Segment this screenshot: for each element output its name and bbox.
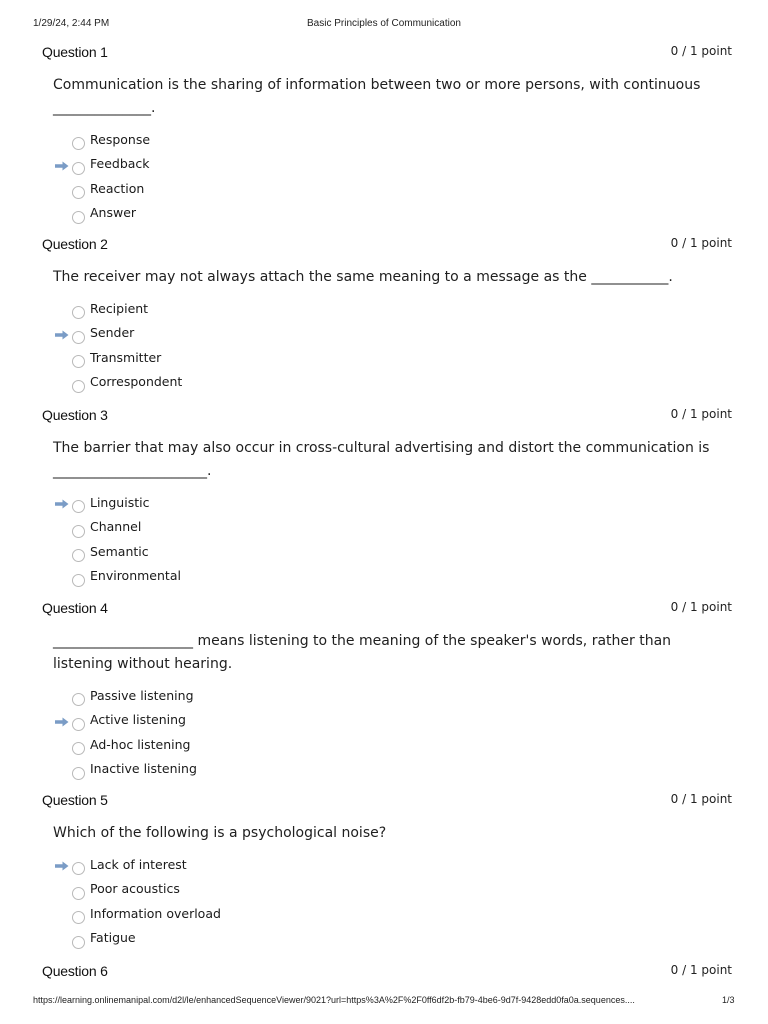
option-label: Lack of interest xyxy=(90,856,187,872)
option-label: Environmental xyxy=(90,568,181,584)
answer-option xyxy=(42,928,732,953)
option-label: Inactive listening xyxy=(90,761,197,777)
marker-slot xyxy=(42,933,72,947)
answer-option xyxy=(42,154,732,179)
document-title: Basic Principles of Communication xyxy=(307,18,461,29)
answer-options xyxy=(42,492,732,590)
option-label: Linguistic xyxy=(90,494,150,510)
option-label: Answer xyxy=(90,205,137,221)
option-label: Correspondent xyxy=(90,374,183,390)
option-label: Fatigue xyxy=(90,930,136,946)
marker-slot xyxy=(42,159,72,173)
radio-circle-icon xyxy=(72,742,85,755)
radio-circle-icon xyxy=(72,186,85,199)
marker-slot xyxy=(42,546,72,560)
marker-slot xyxy=(42,715,72,729)
question-title: Question 6 xyxy=(42,963,108,979)
answer-option xyxy=(42,492,732,517)
question-score: 0 / 1 point xyxy=(670,963,732,977)
arrow-right-icon xyxy=(55,330,69,340)
option-label: Semantic xyxy=(90,543,149,559)
radio-circle-icon xyxy=(72,355,85,368)
question-6 xyxy=(42,963,732,983)
question-text: The barrier that may also occur in cross-cultural advertising and distort the communication is ______________________. xyxy=(53,440,710,479)
answer-options xyxy=(42,685,732,783)
question-header xyxy=(42,600,732,620)
radio-circle-icon xyxy=(72,211,85,224)
answer-option xyxy=(42,347,732,372)
radio-circle-icon xyxy=(72,574,85,587)
question-text: Communication is the sharing of information between two or more persons, with continuous ______________. xyxy=(53,77,701,116)
question-title: Question 1 xyxy=(42,44,108,60)
answer-option xyxy=(42,372,732,397)
radio-circle-icon xyxy=(72,331,85,344)
print-header xyxy=(0,18,768,32)
radio-circle-icon xyxy=(72,767,85,780)
answer-option xyxy=(42,734,732,759)
option-label: Channel xyxy=(90,519,142,535)
answer-option xyxy=(42,854,732,879)
option-label: Recipient xyxy=(90,300,149,316)
answer-option xyxy=(42,685,732,710)
marker-slot xyxy=(42,884,72,898)
question-title: Question 3 xyxy=(42,407,108,423)
marker-slot xyxy=(42,328,72,342)
marker-slot xyxy=(42,208,72,222)
answer-option xyxy=(42,759,732,784)
question-header xyxy=(42,407,732,427)
question-text: The receiver may not always attach the same meaning to a message as the ___________. xyxy=(53,269,673,285)
radio-circle-icon xyxy=(72,862,85,875)
answer-option xyxy=(42,298,732,323)
marker-slot xyxy=(42,908,72,922)
marker-slot xyxy=(42,522,72,536)
answer-options xyxy=(42,129,732,227)
option-label: Feedback xyxy=(90,156,150,172)
answer-option xyxy=(42,903,732,928)
arrow-right-icon xyxy=(55,861,69,871)
radio-circle-icon xyxy=(72,718,85,731)
question-5 xyxy=(42,792,732,952)
radio-circle-icon xyxy=(72,137,85,150)
question-score: 0 / 1 point xyxy=(670,236,732,250)
radio-circle-icon xyxy=(72,162,85,175)
question-3 xyxy=(42,407,732,590)
question-text: ____________________ means listening to the meaning of the speaker's words, rather than listening without hearing. xyxy=(53,633,672,672)
marker-slot xyxy=(42,859,72,873)
question-header xyxy=(42,236,732,256)
answer-option xyxy=(42,323,732,348)
radio-circle-icon xyxy=(72,380,85,393)
marker-slot xyxy=(42,183,72,197)
radio-circle-icon xyxy=(72,500,85,513)
question-score: 0 / 1 point xyxy=(670,407,732,421)
marker-slot xyxy=(42,764,72,778)
marker-slot xyxy=(42,690,72,704)
answer-option xyxy=(42,203,732,228)
question-header xyxy=(42,963,732,983)
answer-options xyxy=(42,854,732,952)
radio-circle-icon xyxy=(72,693,85,706)
marker-slot xyxy=(42,571,72,585)
answer-option xyxy=(42,566,732,591)
radio-circle-icon xyxy=(72,306,85,319)
option-label: Sender xyxy=(90,325,135,341)
answer-option xyxy=(42,541,732,566)
question-score: 0 / 1 point xyxy=(670,600,732,614)
answer-option xyxy=(42,129,732,154)
answer-options xyxy=(42,298,732,396)
option-label: Ad-hoc listening xyxy=(90,736,191,752)
option-label: Information overload xyxy=(90,905,221,921)
answer-option xyxy=(42,517,732,542)
radio-circle-icon xyxy=(72,911,85,924)
arrow-right-icon xyxy=(55,499,69,509)
option-label: Active listening xyxy=(90,712,186,728)
question-text: Which of the following is a psychological noise? xyxy=(53,825,387,841)
question-4 xyxy=(42,600,732,783)
answer-option xyxy=(42,879,732,904)
option-label: Reaction xyxy=(90,180,145,196)
marker-slot xyxy=(42,352,72,366)
radio-circle-icon xyxy=(72,525,85,538)
question-score: 0 / 1 point xyxy=(670,792,732,806)
arrow-right-icon xyxy=(55,161,69,171)
marker-slot xyxy=(42,497,72,511)
option-label: Poor acoustics xyxy=(90,881,180,897)
option-label: Passive listening xyxy=(90,687,194,703)
marker-slot xyxy=(42,377,72,391)
question-1 xyxy=(42,44,732,227)
question-title: Question 2 xyxy=(42,236,108,252)
question-header xyxy=(42,44,732,64)
question-2 xyxy=(42,236,732,396)
arrow-right-icon xyxy=(55,717,69,727)
option-label: Transmitter xyxy=(90,349,162,365)
print-date: 1/29/24, 2:44 PM xyxy=(33,18,110,29)
answer-option xyxy=(42,710,732,735)
answer-option xyxy=(42,178,732,203)
radio-circle-icon xyxy=(72,887,85,900)
radio-circle-icon xyxy=(72,936,85,949)
question-score: 0 / 1 point xyxy=(670,44,732,58)
option-label: Response xyxy=(90,131,151,147)
marker-slot xyxy=(42,134,72,148)
question-title: Question 4 xyxy=(42,600,108,616)
page-url: https://learning.onlinemanipal.com/d2l/le/enhancedSequenceViewer/9021?url=https%3A%2F%2F0ff6df2b-fb79-4be6-9d7f-9428edd0fa0a.sequences.... xyxy=(33,995,635,1005)
marker-slot xyxy=(42,739,72,753)
page-number: 1/3 xyxy=(722,995,735,1005)
question-title: Question 5 xyxy=(42,792,108,808)
marker-slot xyxy=(42,303,72,317)
question-header xyxy=(42,792,732,812)
radio-circle-icon xyxy=(72,549,85,562)
